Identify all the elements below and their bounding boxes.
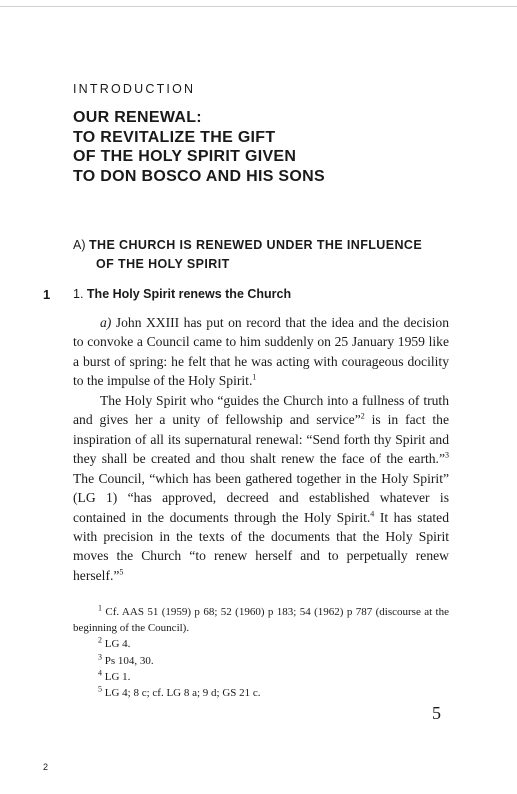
margin-paragraph-number: 1 [43, 287, 51, 302]
footnote-text: LG 4; 8 c; cf. LG 8 a; 9 d; GS 21 c. [102, 687, 261, 700]
subsection-title-line: THE CHURCH IS RENEWED UNDER THE INFLUENCE [88, 238, 423, 252]
chapter-title-line: TO REVITALIZE THE GIFT [73, 128, 276, 146]
footnote [73, 653, 449, 669]
footnote [73, 604, 449, 636]
footnote-ref[interactable]: 2 [360, 411, 365, 421]
footnote-ref[interactable]: 4 [370, 509, 375, 518]
section-heading [73, 287, 291, 301]
page-number: 5 [432, 703, 441, 723]
footnote-number: 2 [98, 635, 102, 645]
footnote-number: 3 [98, 651, 102, 661]
folio-number: 2 [43, 762, 49, 772]
footnote-number: 4 [98, 668, 102, 678]
chapter-title-line: TO DON BOSCO AND HIS SONS [73, 167, 325, 185]
footnote [73, 669, 449, 685]
paragraph-text: John XXIII has put on record that the idea and the decision to convoke a Council came to him suddenly on 25 January 1959 like a burst of spring: he felt that he was acting with courageous docility to the impulse of the Holy Spirit. [73, 315, 449, 389]
chapter-title-line: OF THE HOLY SPIRIT GIVEN [73, 148, 297, 165]
body-paragraph [73, 391, 449, 586]
footnote-text: Ps 104, 30. [102, 654, 154, 667]
body-paragraph [73, 313, 449, 391]
footnote-text: LG 4. [102, 638, 131, 651]
subsection-letter: A) [73, 238, 86, 252]
body-text [73, 313, 449, 585]
chapter-title [73, 108, 473, 186]
subsection-heading [73, 236, 453, 274]
footnote-text: LG 1. [102, 670, 131, 683]
paragraph-text: The Holy Spirit who “guides the Church into a fullness of truth and gives her a unity of fellowship and service” [73, 392, 449, 428]
footnote-ref[interactable]: 3 [445, 450, 449, 460]
footnotes [73, 604, 449, 701]
chapter-title-line: OUR RENEWAL: [73, 109, 202, 126]
top-rule [0, 6, 517, 7]
section-label: INTRODUCTION [73, 82, 196, 96]
section-heading-number: 1. [73, 287, 84, 301]
footnote-number: 5 [98, 684, 102, 694]
paragraph-text: is in fact the inspiration of all its supernatural renewal: “Send forth thy Spirit and they shall be created and thou shalt renew the face of the earth.” [73, 412, 449, 467]
footnote-ref[interactable]: 5 [119, 567, 124, 577]
footnote-ref[interactable]: 1 [252, 372, 257, 382]
paragraph-text: It has stated with precision in the texts of the documents that the Holy Spirit moves the Church “to renew herself and to perpetually renew herself.” [73, 509, 450, 583]
paragraph-text: The Council, “which has been gathered together in the Holy Spirit” (LG 1) “has approved, decreed and established whatever is contained in the documents through the Holy Spirit. [73, 470, 449, 525]
footnote [73, 636, 449, 652]
footnote-number: 1 [98, 603, 102, 613]
footnote [73, 685, 449, 701]
subsection-title-line: OF THE HOLY SPIRIT [96, 257, 230, 271]
paragraph-marker: a) [100, 315, 112, 330]
footnote-text: Cf. AAS 51 (1959) p 68; 52 (1960) p 183; 54 (1962) p 787 (discourse at the beginning of the Council). [73, 606, 449, 635]
section-heading-text: The Holy Spirit renews the Church [86, 287, 292, 301]
